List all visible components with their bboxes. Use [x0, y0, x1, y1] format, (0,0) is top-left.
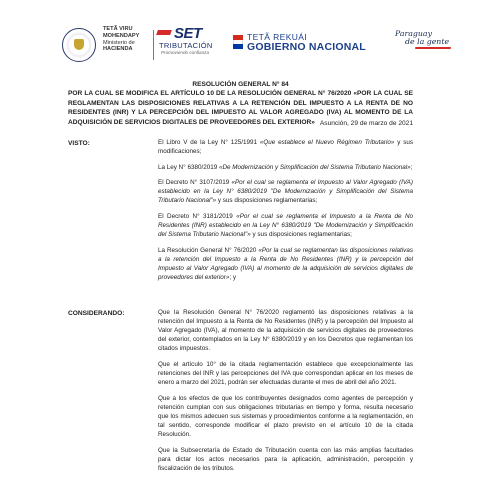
resolution-title: RESOLUCIÓN GENERAL N° 84: [192, 81, 289, 88]
set-subtitle: TRIBUTACIÓN: [159, 41, 213, 50]
considerando-paragraph: Que a los efectos de que los contribuyentes designados como agentes de percepción y retención cumplan con sus obligaciones tributarias en tiempo y forma, resulta necesario que los mismos adecuen sus sistemas y procedimientos conforme a la reglamentación, en tal sentido, corresponde modificar el plazo previsto en el artículo 10 de la citada Resolución.: [158, 394, 413, 439]
ministry-line-1: TETÃ VIRU: [103, 26, 133, 32]
considerando-label: CONSIDERANDO:: [68, 310, 125, 317]
gov-line-2: GOBIERNO NACIONAL: [247, 40, 366, 53]
resolution-subject: POR LA CUAL SE MODIFICA EL ARTÍCULO 10 DE LA RESOLUCIÓN GENERAL N° 76/2020 «POR LA CUAL SE REGLAMENTAN LAS DISPOSICIONES RELATIVAS A LA RETENCIÓN DEL IMPUESTO A LA RENTA DE NO RESIDENTES (INR) Y LA PERCEPCIÓN DEL IMPUESTO AL VALOR AGREGADO (IVA) AL MOMENTO DE LA ADQUISICIÓN DE SERVICIOS DIGITALES DE PROVEEDORES DEL EXTERIOR»: [68, 90, 413, 126]
gov-line-1: TETÃ REKUÁI: [247, 32, 308, 42]
visto-paragraph: La Ley N° 6380/2019 «De Modernización y Simplificación del Sistema Tributario Nacional»;: [158, 163, 413, 171]
ministry-seal-icon: [62, 28, 96, 62]
slogan-line-1: Paraguay: [395, 29, 432, 38]
ministry-line-2: MOHENDAPY: [103, 32, 140, 39]
paraguay-slogan: [395, 30, 455, 49]
slogan-line-2: de la gente: [405, 37, 450, 46]
paraguay-flag-icon: [233, 35, 243, 49]
visto-paragraph: El Libro V de la Ley N° 125/1991 «Que establece el Nuevo Régimen Tributario» y sus modificaciones;: [158, 139, 413, 156]
letterhead: [0, 20, 480, 68]
ministry-line-4: HACIENDA: [103, 46, 133, 53]
document-date: Asunción, 29 de marzo de 2021: [319, 120, 413, 127]
set-name: SET: [174, 25, 202, 42]
divider: [153, 30, 154, 60]
considerando-paragraph: Que la Resolución General N° 76/2020 reglamentó las disposiciones relativas a la retención del Impuesto a la Renta de No Residentes (INR) y la percepción del Impuesto al Valor Agregado (IVA), al momento de la adquisición de servicios digitales de proveedores del exterior, contemplados en la Ley N° 6380/2019 y en los Decretos que reglamentan los citados impuestos.: [158, 309, 413, 353]
visto-paragraph: El Decreto N° 3181/2019 «Por el cual se reglamenta el Impuesto a la Renta de No Residentes (INR) establecido en la Ley N° 6380/2019 "De Modernización y Simplificación del Sistema Tributario Nacional"» y sus disposiciones reglamentarias;: [158, 213, 413, 239]
ministry-name: [103, 26, 153, 53]
set-logo: [157, 26, 219, 55]
slogan-underline: [415, 47, 451, 49]
considerando-section: [158, 308, 413, 480]
considerando-paragraph: Que la Subsecretaría de Estado de Tributación cuenta con las más amplias facultades para dictar los actos necesarios para la aplicación, administración, percepción y fiscalización de los tributos.: [158, 446, 413, 472]
government-logo: [233, 33, 366, 53]
visto-section: [158, 138, 413, 289]
visto-paragraph: La Resolución General N° 76/2020 «Por la cual se reglamentan las disposiciones relativas a la retención del Impuesto a la Renta de No Residentes (INR) y la percepción del Impuesto al Valor Agregado (IVA) al momento de la adquisición de servicios digitales de proveedores del exterior»; y: [158, 246, 413, 282]
set-tagline: Promoviendo confianza: [161, 50, 210, 55]
considerando-paragraph: Que el artículo 10° de la citada reglamentación establece que excepcionalmente las retenciones del INR y las percepciones del IVA que correspondan aplicar en los meses de enero a marzo del 2021, podrán ser efectuadas durante el mes de abril del año 2021.: [158, 360, 413, 387]
set-red-dash-icon: [156, 30, 172, 35]
ministry-line-3: Ministerio de: [103, 39, 135, 46]
visto-paragraph: El Decreto N° 3107/2019 «Por el cual se reglamenta el Impuesto al Valor Agregado (IVA) establecido en la Ley N° 6380/2019 "De Modernización y Simplificación del Sistema Tributario Nacional"» y sus disposiciones reglamentarias;: [158, 179, 413, 205]
visto-label: VISTO:: [68, 140, 90, 147]
